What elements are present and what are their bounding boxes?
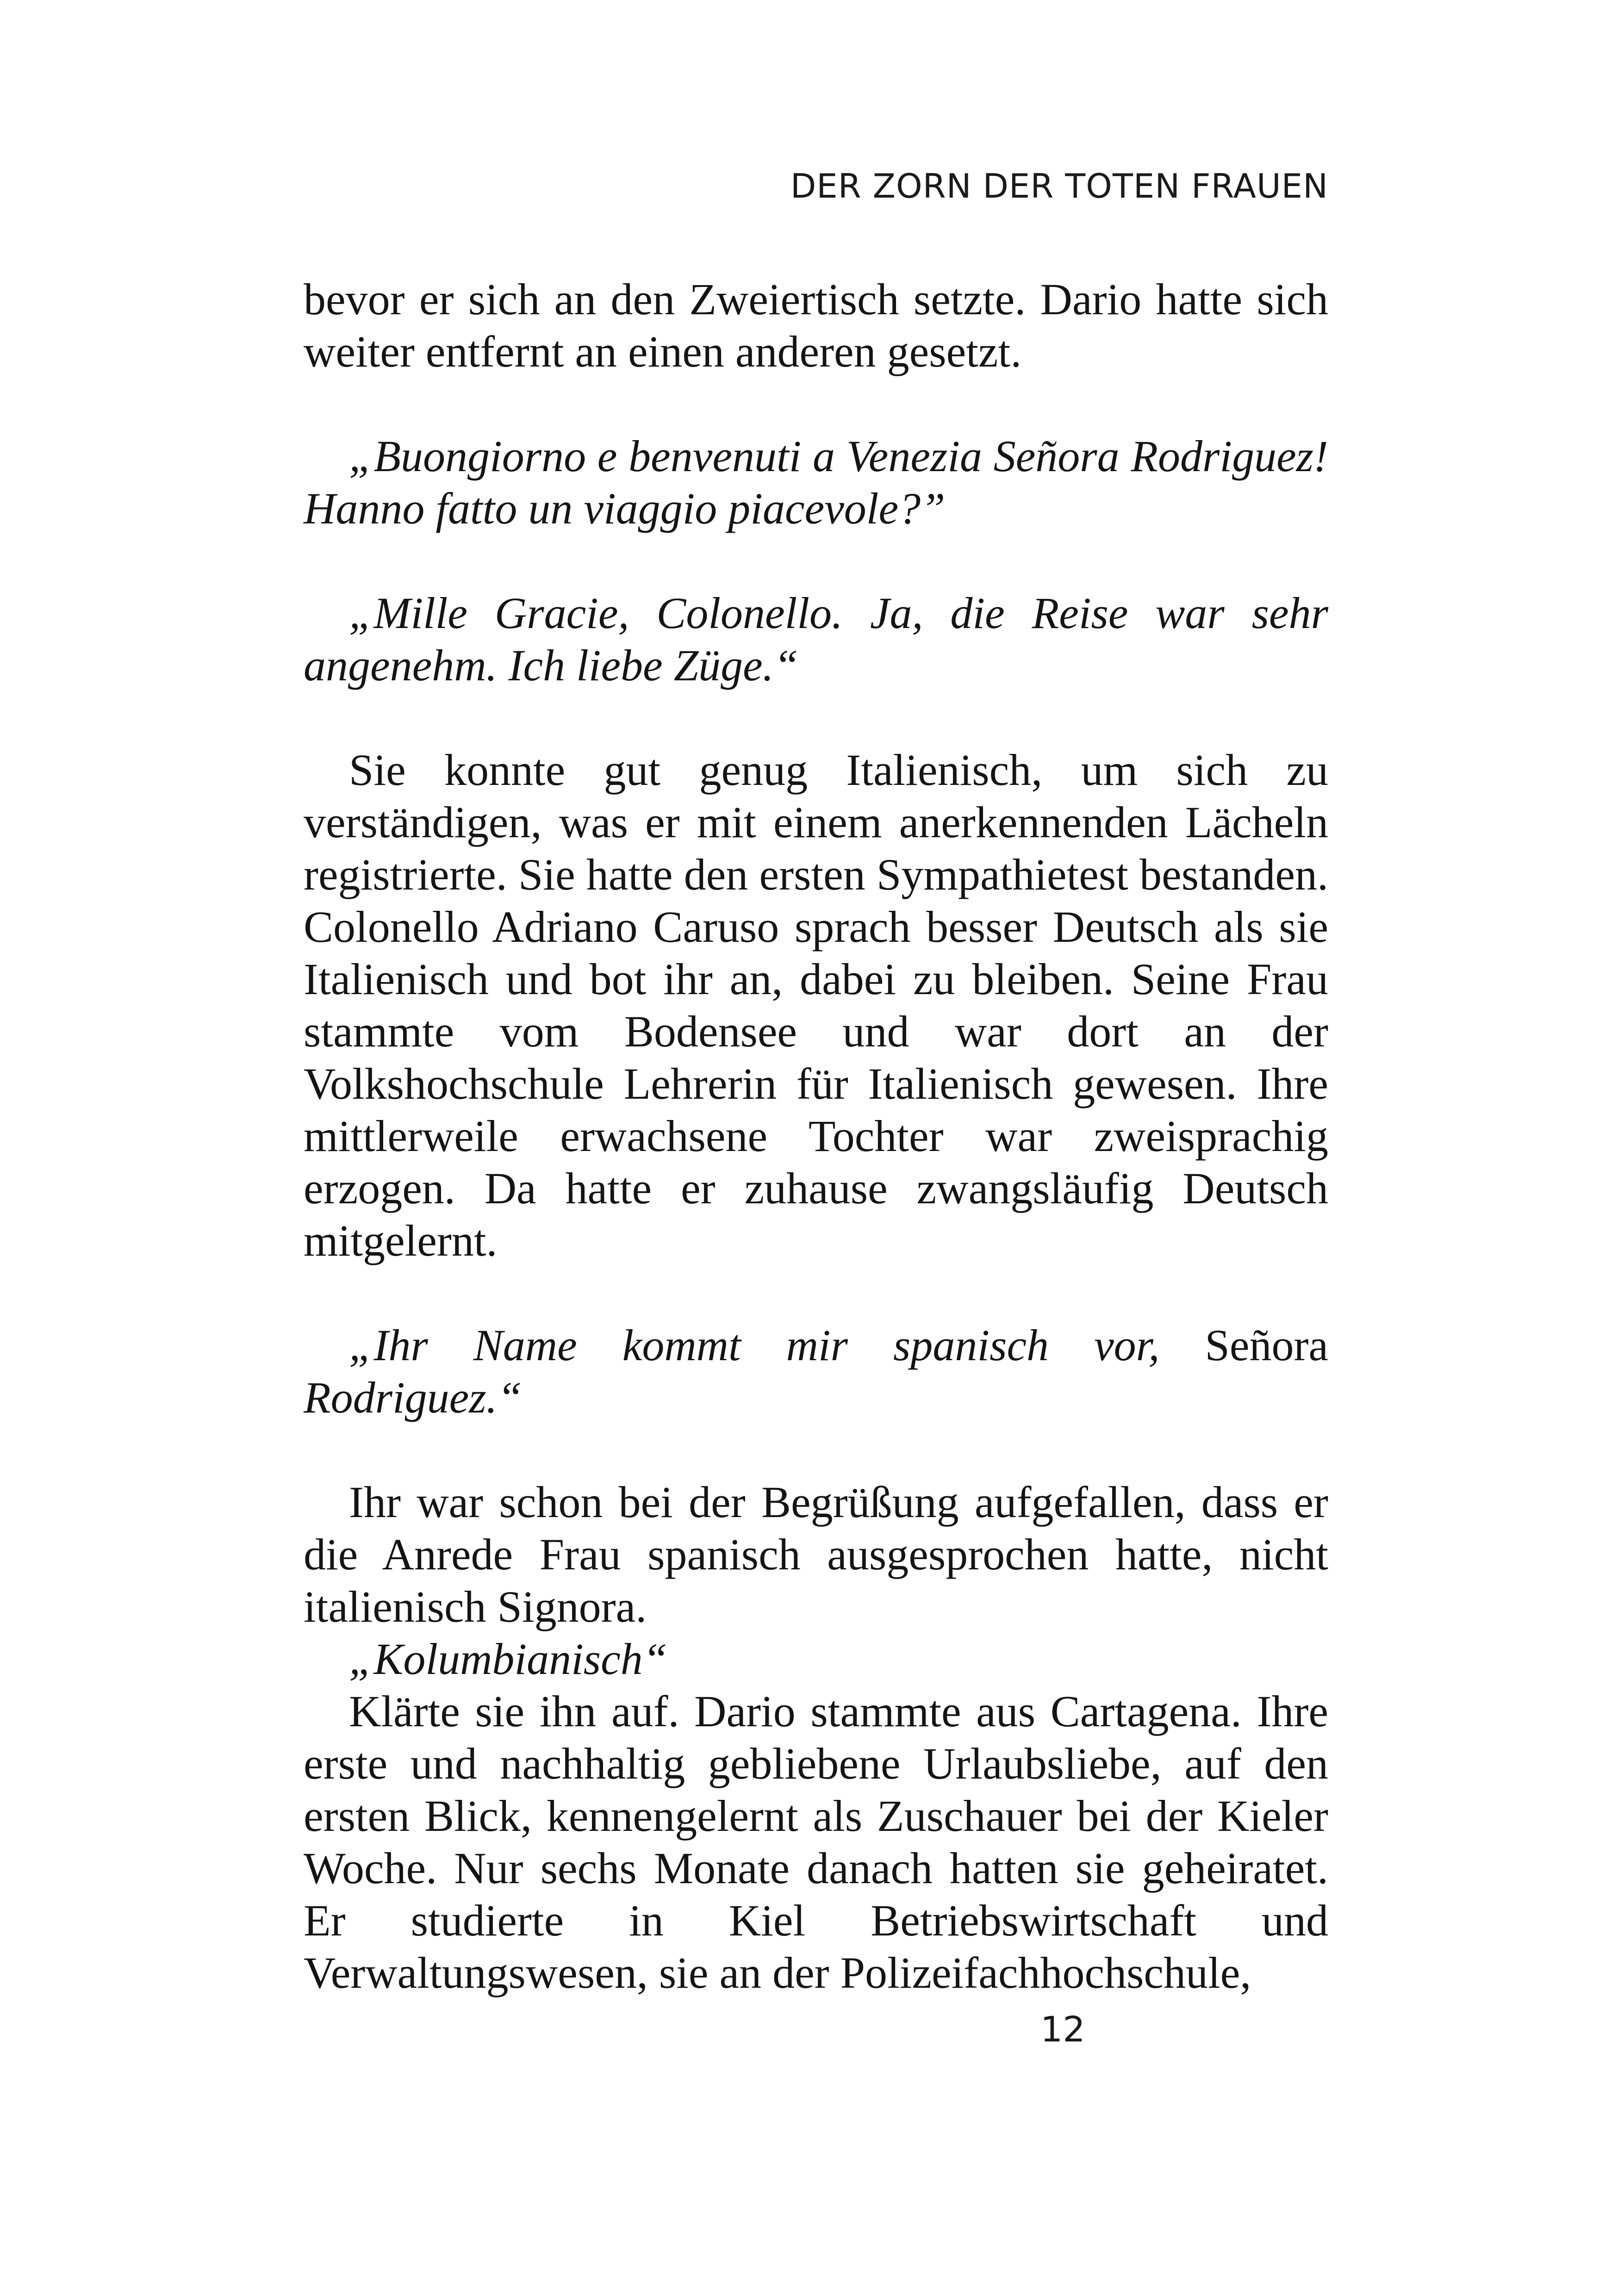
dialogue-part-3: Rodriguez.“	[304, 1373, 523, 1422]
paragraph-8: Klärte sie ihn auf. Dario stammte aus Cartagena. Ihre erste und nachhaltig gebliebene Urlaubsliebe, auf den ersten Blick, kennengelernt als Zuschauer bei der Kieler Woche. Nur sechs Monate danach hatten sie geheiratet. Er studierte in Kiel Betriebswirtschaft und Verwaltungswesen, sie an der Polizeifachhochschule,	[304, 1686, 1328, 1997]
paragraph-3-dialogue: „Mille Gracie, Colonello. Ja, die Reise war sehr angenehm. Ich liebe Züge.“	[304, 588, 1328, 690]
paragraph-1: bevor er sich an den Zweiertisch setzte. Dario hatte sich weiter entfernt an einen anderen gesetzt.	[304, 274, 1328, 376]
page-number: 12	[1040, 2009, 1085, 2050]
paragraph-7-dialogue: „Kolumbianisch“	[349, 1634, 668, 1684]
paragraph-4: Sie konnte gut genug Italienisch, um sich zu verständigen, was er mit einem anerkennenden Lächeln registrierte. Sie hatte den ersten Sympathietest bestanden. Colonello Adriano Caruso sprach besser Deutsch als sie Italienisch und bot ihr an, dabei zu bleiben. Seine Frau stammte vom Bodensee und war dort an der Volkshochschule Lehrerin für Italienisch gewesen. Ihre mittlerweile erwachsene Tochter war zweisprachig erzogen. Da hatte er zuhause zwangsläufig Deutsch mitgelernt.	[304, 745, 1328, 1265]
running-header-title: DER ZORN DER TOTEN FRAUEN	[790, 167, 1328, 205]
page-body	[304, 273, 1328, 1999]
paragraph-6: Ihr war schon bei der Begrüßung aufgefallen, dass er die Anrede Frau spanisch ausgesprochen hatte, nicht italienisch Signora.	[304, 1477, 1328, 1631]
dialogue-part-1: „Ihr Name kommt mir spanisch vor,	[349, 1320, 1160, 1370]
dialogue-part-2: Señora	[1205, 1320, 1329, 1370]
paragraph-5-dialogue	[304, 1319, 1328, 1424]
paragraph-2-dialogue: „Buongiorno e benvenuti a Venezia Señora Rodriguez! Hanno fatto un viaggio piacevole?”	[304, 431, 1328, 533]
